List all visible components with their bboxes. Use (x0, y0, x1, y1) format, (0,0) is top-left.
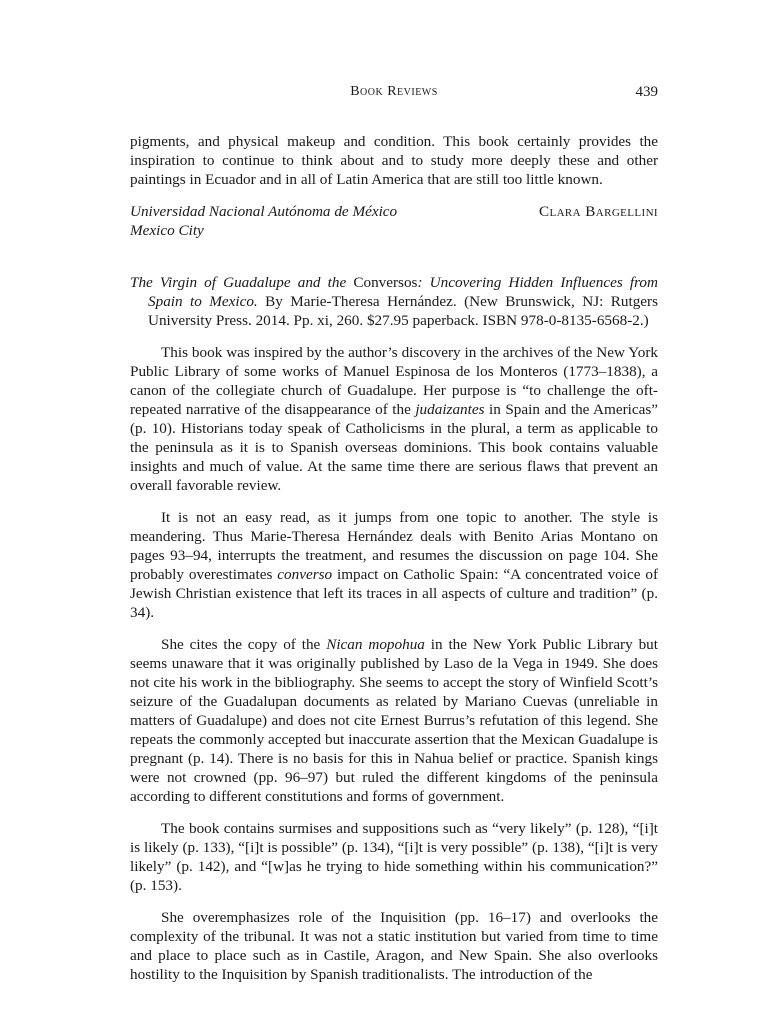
review-paragraph-1 (130, 343, 658, 495)
paragraph-text: She cites the copy of the (161, 636, 327, 653)
paragraph-text: in Spain and the Americas” (p. 10). Historians today speak of Catholicisms in the plural, a term as applicable to the peninsula as it is to Spanish overseas dominions. This book contains valuable insights and much of value. At the same time there are serious flaws that prevent an overall favorable review. (130, 401, 658, 494)
book-citation (130, 273, 658, 330)
book-title-conversos: Conversos (353, 274, 418, 291)
book-title-part2: : Uncovering Hidden Influences from Spain to Mexico. (148, 274, 658, 310)
continuation-paragraph: pigments, and physical makeup and condition. This book certainly provides the inspiration to continue to think about and to study more deeply these and other paintings in Ecuador and in all of Latin America that are still too little known. (130, 133, 658, 188)
paragraph-text: impact on Catholic Spain: “A concentrated voice of Jewish Christian existence that left its traces in all aspects of culture and tradition” (p. 34). (130, 566, 658, 621)
paragraph-text: in the New York Public Library but seems unaware that it was originally published by Laso de la Vega in 1949. She does not cite his work in the bibliography. She seems to accept the story of Winfield Scott’s seizure of the Guadalupan documents as related by Mariano Cuevas (unreliable in matters of Guadalupe) and does not cite Ernest Burrus’s refutation of this legend. She repeats the commonly accepted but inaccurate assertion that the Mexican Guadalupe is pregnant (p. 14). There is no basis for this in Nahua belief or practice. Spanish kings were not crowned (pp. 96–97) but ruled the different kingdoms of the peninsula according to different constitutions and forms of government. (130, 636, 658, 805)
book-details: By Marie-Theresa Hernández. (New Brunswick, NJ: Rutgers University Press. 2014. Pp. xi, 260. $27.95 paperback. ISBN 978-0-8135-6568-2.) (148, 293, 658, 329)
italic-term: judaizantes (415, 401, 485, 418)
running-head-title: Book Reviews (350, 84, 438, 99)
reviewer-affiliation: Universidad Nacional Autónoma de México (130, 203, 398, 220)
page-number: 439 (635, 84, 658, 100)
paragraph-text: It is not an easy read, as it jumps from one topic to another. The style is meandering. Thus Marie-Theresa Hernández deals with Benito Arias Montano on pages 93–94, interrupts the treatment, and resumes the discussion on page 104. She probably overestimates (130, 509, 658, 583)
body-text (130, 132, 658, 984)
reviewer-city: Mexico City (130, 222, 204, 239)
review-paragraph-4: The book contains surmises and suppositions such as “very likely” (p. 128), “[i]t is likely (p. 133), “[i]t is possible” (p. 134), “[i]t is very possible” (p. 138), “[i]t is very likely” (p. 142), and “[w]as he trying to hide something within his communication?” (p. 153). (130, 820, 658, 894)
review-signature (130, 202, 658, 240)
paragraph-text: This book was inspired by the author’s discovery in the archives of the New York Public Library of some works of Manuel Espinosa de los Monteros (1773–1838), a canon of the collegiate church of Guadalupe. Her purpose is “to challenge the oft-repeated narrative of the disappearance of the (130, 344, 658, 418)
running-head (130, 84, 658, 104)
italic-term: Nican mopohua (326, 636, 425, 653)
review-paragraph-3 (130, 635, 658, 806)
review-paragraph-2 (130, 508, 658, 622)
review-paragraph-5: She overemphasizes role of the Inquisition (pp. 16–17) and overlooks the complexity of the tribunal. It was not a static institution but varied from time to time and place to place such as in Castile, Aragon, and New Spain. She also overlooks hostility to the Inquisition by Spanish traditionalists. The introduction of the (130, 909, 658, 983)
italic-term: converso (277, 566, 333, 583)
book-title-part1: The Virgin of Guadalupe and the (130, 274, 347, 291)
reviewer-name: Clara Bargellini (538, 203, 658, 220)
